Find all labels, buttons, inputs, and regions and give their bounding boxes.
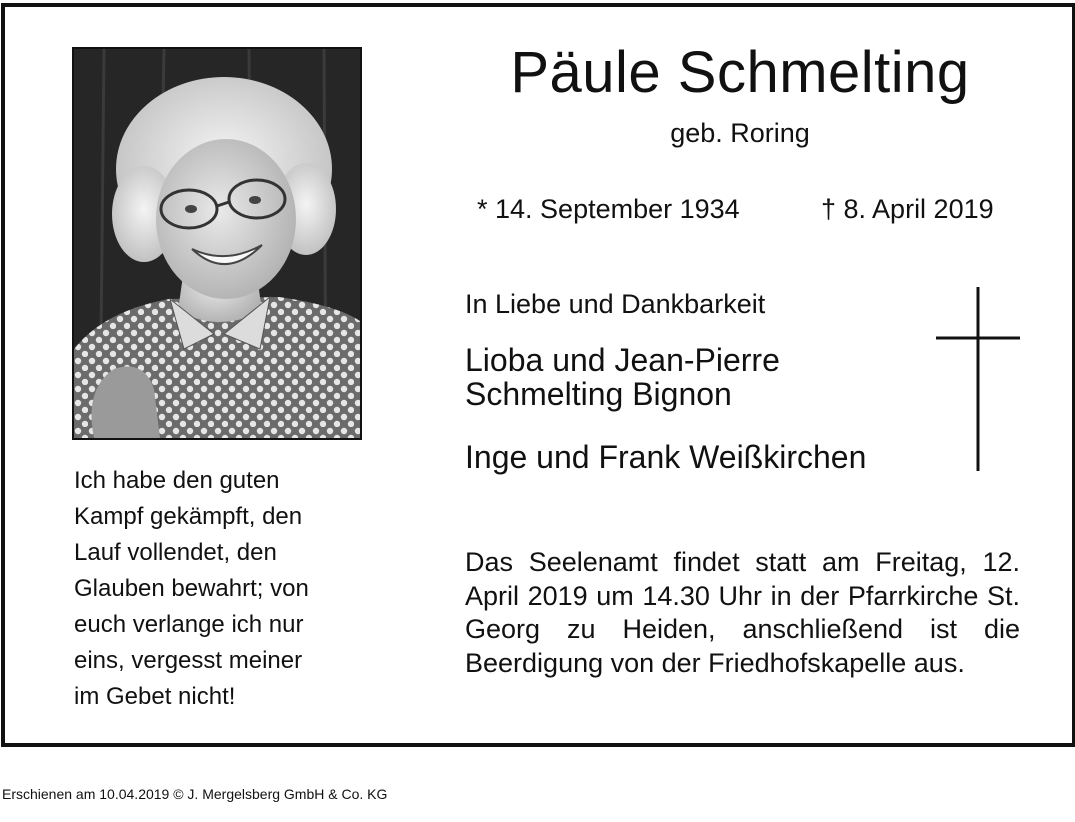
- death-date: † 8. April 2019: [821, 194, 994, 224]
- dedication-line: In Liebe und Dankbarkeit: [465, 289, 766, 319]
- quote-line: Lauf vollendet, den: [74, 539, 277, 566]
- quote-line: eins, vergesst meiner: [74, 647, 303, 674]
- mourner-line: Lioba und Jean-Pierre Schmelting Bignon: [465, 342, 780, 412]
- mourner-line: Inge und Frank Weißkirchen: [465, 439, 867, 475]
- quote-line: euch verlange ich nur: [74, 611, 304, 638]
- portrait-photo: [72, 47, 362, 440]
- quote-line: Kampf gekämpft, den: [74, 503, 303, 530]
- service-announcement: Das Seelenamt findet statt am Freitag, 12. April 2019 um 14.30 Uhr in der Pfarrkirche St. Georg zu Heiden, anschließend ist die Beerdigung von der Friedhofskapelle aus.: [465, 547, 1020, 678]
- deceased-name: Päule Schmelting: [510, 40, 970, 105]
- quote-line: im Gebet nicht!: [74, 683, 236, 710]
- maiden-name: geb. Roring: [670, 118, 810, 148]
- quote-line: Ich habe den guten: [74, 467, 280, 494]
- quote-line: Glauben bewahrt; von: [74, 575, 309, 602]
- bible-quote: [74, 463, 364, 715]
- mourner-names: [465, 343, 780, 411]
- birth-date: * 14. September 1934: [477, 194, 740, 224]
- publication-footer: Erschienen am 10.04.2019 © J. Mergelsberg GmbH & Co. KG: [2, 786, 388, 802]
- cross-icon: [936, 287, 1020, 471]
- mourner-names: [465, 440, 866, 474]
